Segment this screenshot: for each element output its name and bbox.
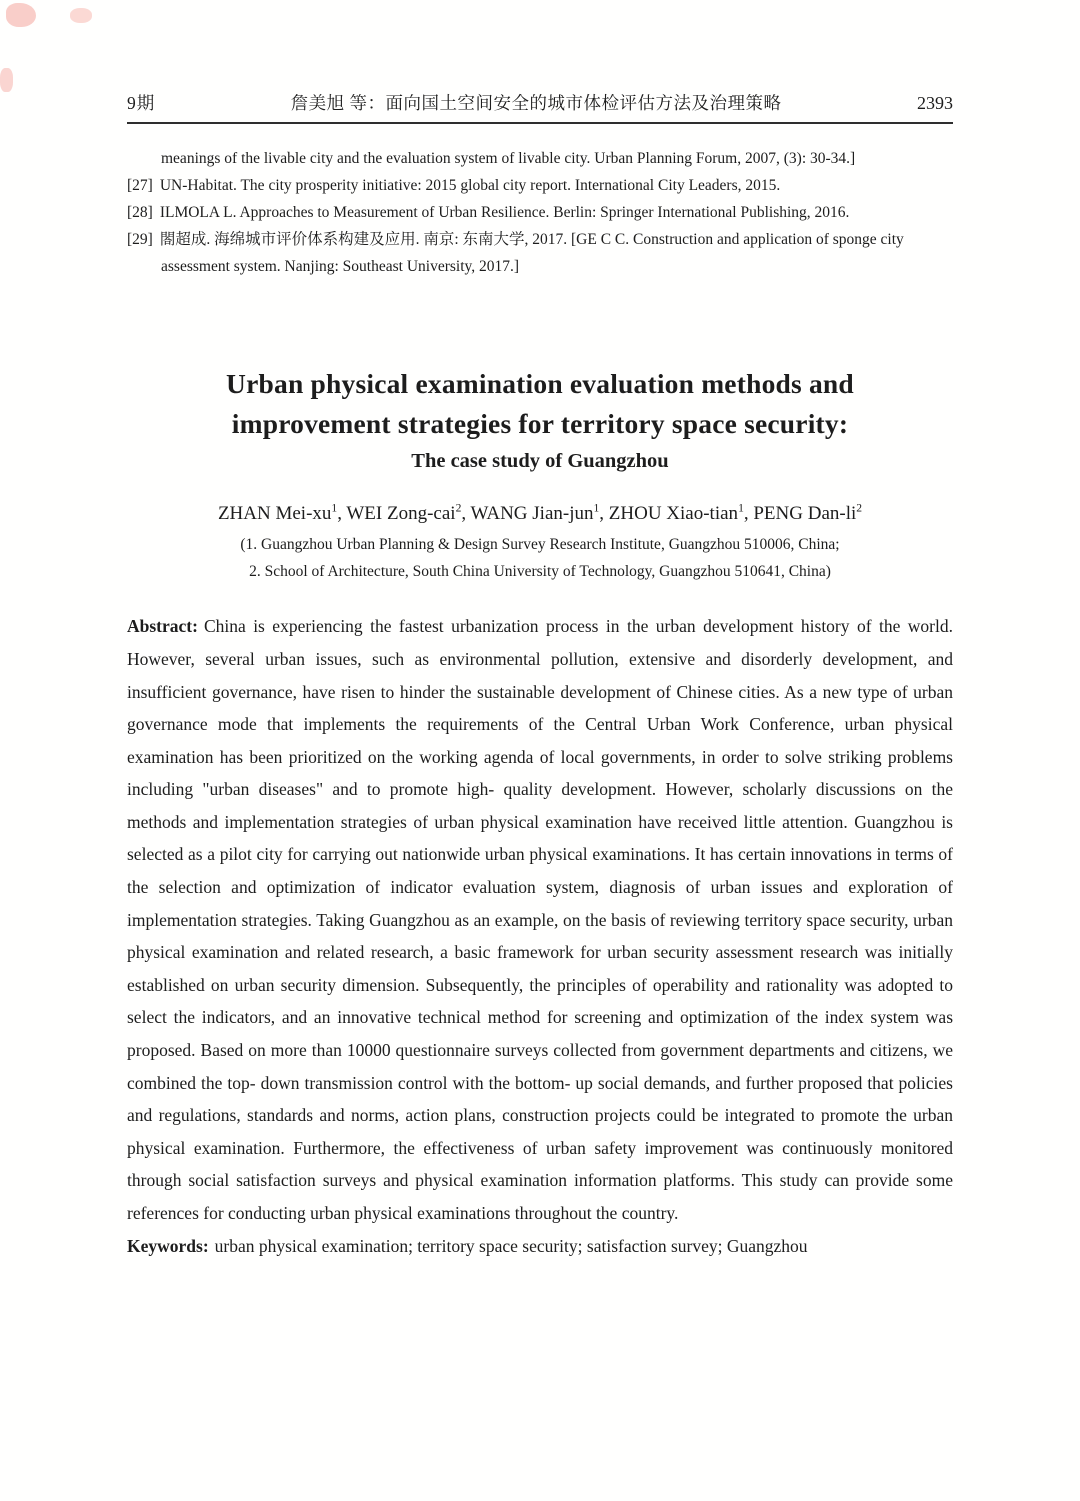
references-list <box>127 145 953 280</box>
affiliation-line: 2. School of Architecture, South China University of Technology, Guangzhou 510641, China) <box>249 562 831 580</box>
keywords-line <box>127 1230 953 1263</box>
reference-text: 閤超成. 海绵城市评价体系构建及应用. 南京: 东南大学, 2017. [GE C C. Construction and application of sponge city assessment system. Nanjing: Southeast University, 2017.] <box>159 231 904 275</box>
abstract-label: Abstract: <box>127 616 198 637</box>
author: PENG Dan-$li^2$ <box>753 502 863 525</box>
running-header <box>127 90 953 124</box>
author: ZHOU Xiao-tian$^1$, <box>608 502 754 525</box>
reference-item <box>127 226 953 280</box>
reference-text: UN-Habitat. The city prosperity initiative: 2015 global city report. International City Leaders, 2015. <box>159 177 781 194</box>
article-title-block <box>127 364 953 473</box>
affiliation-line: (1. Guangzhou Urban Planning & Design Survey Research Institute, Guangzhou 510006, China; <box>240 536 840 554</box>
author-affil-sup: 1 <box>593 502 600 515</box>
article-title-line2: improvement strategies for territory space security: <box>231 408 849 439</box>
reference-label: [27] <box>127 177 153 194</box>
author-affil-sup: 1 <box>738 502 744 515</box>
author-affil-sup: 2 <box>455 502 462 515</box>
abstract-text: China is experiencing the fastest urbanization process in the urban development history of the world. However, several urban issues, such as environmental pollution, extensive and disorderly development, and insufficient governance, have risen to hinder the sustainable development of Chinese cities. As a new type of urban governance mode that implements the requirements of the Central Urban Work Conference, urban physical examination has been prioritized on the working agenda of local governments, in order to solve striking problems including "urban diseases" and to promote high- quality development. However, scholarly discussions on the methods and implementation strategies of urban physical examination have received little attention. Guangzhou is selected as a pilot city for carrying out nationwide urban physical examinations. It has certain innovations in terms of the selection and optimization of indicator evaluation system, diagnosis of urban issues and exploration of implementation strategies. Taking Guangzhou as an example, on the basis of reviewing territory space security, urban physical examination and related research, a basic framework for urban security assessment research was initially established on urban security dimension. Subsequently, the principles of operability and rationality was adopted to select the indicators, and an innovative technical method for screening and optimization of the index system was proposed. Based on more than 10000 questionnaire surveys collected from government departments and citizens, we combined the top- down transmission control with the bottom- up social demands, and further proposed that policies and regulations, standards and norms, action plans, construction projects could be integrated to promote the urban physical examination. Furthermore, the effectiveness of urban safety improvement was continuously monitored through social satisfaction surveys and physical examination information platforms. This study can provide some references for conducting urban physical examinations throughout the country. <box>127 616 953 1224</box>
author: WANG Jian-jun$^1$, <box>470 502 609 525</box>
author-line <box>127 502 953 525</box>
reference-label: [28] <box>127 204 153 221</box>
reference-label: [29] <box>127 231 153 248</box>
abstract-section <box>127 610 953 1262</box>
keywords-text: urban physical examination; territory space security; satisfaction survey; Guangzhou <box>214 1235 808 1256</box>
author-affil-sup: 1 <box>331 502 338 515</box>
issue-number: 9期 <box>127 93 156 113</box>
corner-stamp-marks <box>0 0 120 110</box>
article-title <box>127 364 953 444</box>
article-subtitle: The case study of Guangzhou <box>411 450 669 472</box>
author-affil-sup: 2 <box>856 502 863 515</box>
corner-stamp-mark <box>70 8 92 23</box>
reference-item <box>127 199 953 226</box>
corner-stamp-mark <box>6 3 36 27</box>
corner-stamp-mark <box>0 68 13 92</box>
running-title: 詹美旭 等：面向国土空间安全的城市体检评估方法及治理策略 <box>290 93 782 113</box>
reference-continuation: meanings of the livable city and the evaluation system of livable city. Urban Planning Forum, 2007, (3): 30-34.] <box>161 150 856 167</box>
paper-page <box>127 0 953 1262</box>
abstract-paragraph <box>127 610 953 1229</box>
keywords-label: Keywords: <box>127 1235 209 1256</box>
author: ZHAN Mei-$xu^1$, <box>217 502 347 525</box>
page-number: 2393 <box>917 93 953 113</box>
affiliations <box>127 532 953 585</box>
author: WEI Zong-cai$^2$, <box>346 502 471 525</box>
reference-item <box>127 172 953 199</box>
reference-text: ILMOLA L. Approaches to Measurement of Urban Resilience. Berlin: Springer International Publishing, 2016. <box>159 204 850 221</box>
article-title-line1: Urban physical examination evaluation methods and <box>226 368 854 399</box>
